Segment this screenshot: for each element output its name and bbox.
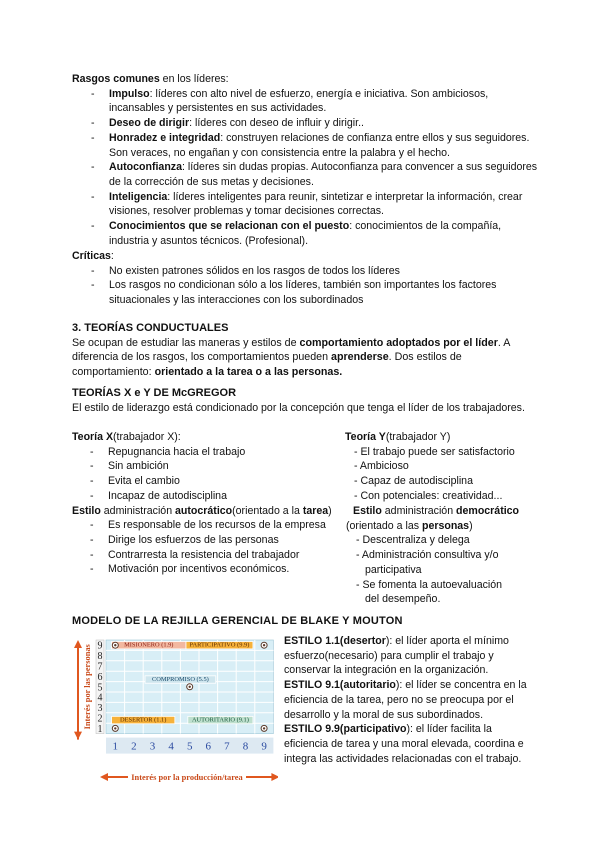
managerial-grid-figure [70, 636, 278, 784]
list-item: - No existen patrones sólidos en los rasgos de todos los líderes [72, 264, 542, 279]
style-box-label: COMPROMISO (5.5) [151, 676, 209, 684]
y-arrow-tail [74, 732, 82, 740]
y-tick-label: 7 [97, 661, 103, 673]
list-item: - Ambicioso [354, 460, 409, 473]
autocratico-title: Estilo administración autocrático(orientado a la tarea) [72, 504, 332, 517]
list-item: - Autoconfianza: líderes sin dudas propias. Autoconfianza para convencer a sus seguidores de la corrección de sus metas y decisiones. [72, 160, 542, 189]
x-tick-label: 4 [168, 740, 174, 753]
grid-marker-dot [189, 686, 191, 688]
teoria-y-title: Teoría Y(trabajador Y) [345, 431, 451, 443]
mcgregor-section [72, 386, 542, 415]
list-item: del desempeño. [365, 593, 441, 606]
list-item: - Descentraliza y delega [356, 534, 470, 547]
teoria-x-title: Teoría X(trabajador X): [72, 431, 181, 443]
list-item: - Administración consultiva y/o [356, 549, 499, 562]
democratico-title: Estilo administración democrático [353, 505, 520, 517]
blake-title: MODELO DE LA REJILLA GERENCIAL DE BLAKE Y MOUTON [72, 615, 403, 627]
y-tick-label: 9 [97, 640, 103, 652]
mcgregor-title: TEORÍAS X e Y DE McGREGOR [72, 387, 237, 399]
criticas-title: Críticas: [72, 250, 114, 262]
democratico-list [346, 533, 546, 607]
x-axis-label: Interés por la producción/tarea [131, 773, 243, 782]
y-tick-label: 8 [97, 651, 103, 663]
y-tick-label: 1 [97, 723, 103, 735]
style-box-label: MISIONERO (1.9) [124, 641, 174, 649]
list-item: - Dirige los esfuerzos de las personas [72, 533, 342, 548]
list-item: - Sin ambición [72, 459, 342, 474]
criticas-list [72, 264, 542, 308]
grid-marker-dot [263, 727, 265, 729]
style-box-label: DESERTOR (1.1) [120, 716, 167, 724]
conductuales-title: 3. TEORÍAS CONDUCTUALES [72, 322, 229, 334]
grid-marker-dot [114, 644, 116, 646]
x-arrow-tail [100, 773, 108, 781]
y-tick-label: 2 [97, 713, 103, 725]
list-item: - Repugnancia hacia el trabajo [72, 445, 342, 460]
x-tick-label: 2 [131, 740, 137, 753]
democratico-subtitle: (orientado a las personas) [346, 519, 473, 532]
list-item: - Es responsable de los recursos de la empresa [72, 518, 342, 533]
x-tick-label: 7 [224, 740, 230, 753]
list-item: - Conocimientos que se relacionan con el puesto: conocimientos de la compañía, industria y asuntos técnicos. (Profesional). [72, 219, 542, 248]
list-item: - Con potenciales: creatividad... [354, 489, 503, 502]
grid-marker-dot [263, 644, 265, 646]
mcgregor-intro: El estilo de liderazgo está condicionado por la concepción que tenga el líder de los trabajadores. [72, 401, 525, 414]
list-item: - Evita el cambio [72, 474, 342, 489]
y-arrow-head [74, 640, 82, 648]
estilo-9-9: ESTILO 9.9(participativo): el líder facilita la eficiencia de tarea y una moral elevada, coordina e integra las actividades relacionadas con el trabajo. [284, 723, 524, 765]
list-item: - Inteligencia: líderes inteligentes para reunir, sintetizar e interpretar la información, crear visiones, resolver problemas y tomar decisiones correctas. [72, 190, 542, 219]
list-item: - Los rasgos no condicionan sólo a los líderes, también son importantes los factores situacionales y las interacciones con los subordinados [72, 278, 542, 307]
x-tick-label: 6 [205, 740, 212, 753]
teoria-x-list [72, 445, 342, 504]
rasgos-title: Rasgos comunes en los líderes: [72, 73, 229, 85]
style-box-label: AUTORITARIO (9.1) [191, 716, 249, 724]
y-tick-label: 5 [97, 682, 103, 694]
y-tick-label: 3 [97, 703, 103, 715]
list-item: - Impulso: líderes con alto nivel de esfuerzo, energía e iniciativa. Son ambiciosos, incansables y persistentes en sus actividades. [72, 87, 542, 116]
y-tick-label: 4 [97, 692, 103, 704]
rasgos-list [72, 87, 542, 249]
list-item: - Incapaz de autodisciplina [72, 489, 342, 504]
list-item: - Motivación por incentivos económicos. [72, 562, 342, 577]
x-tick-label: 3 [149, 740, 156, 753]
blake-styles-text [284, 634, 534, 766]
rasgos-section [72, 72, 542, 248]
list-item: participativa [365, 563, 422, 576]
list-item: - Se fomenta la autoevaluación [356, 578, 503, 591]
autocratico-list [72, 518, 342, 577]
estilo-1-1: ESTILO 1.1(desertor): el líder aporta el mínimo esfuerzo(necesario) para cumplir el trabajo y conservar la integración en la organización. [284, 635, 509, 677]
conductuales-section [72, 321, 544, 380]
x-arrow-head [271, 773, 278, 781]
democratico-column [346, 504, 546, 607]
estilo-9-1: ESTILO 9.1(autoritario): el líder se concentra en la eficiencia de la tarea, pero no se preocupa por el desarrollo y la moral de sus subordinados. [284, 679, 527, 721]
x-tick-label: 8 [242, 740, 249, 753]
teoria-y-column [345, 430, 545, 504]
list-item: - Capaz de autodisciplina [354, 475, 473, 488]
list-item: - Contrarresta la resistencia del trabajador [72, 548, 342, 563]
y-tick-label: 6 [97, 671, 103, 683]
x-tick-label: 9 [261, 740, 267, 753]
list-item: - El trabajo puede ser satisfactorio [354, 445, 515, 458]
grid-marker-dot [114, 727, 116, 729]
x-tick-label: 1 [112, 740, 119, 753]
teoria-y-list [345, 445, 545, 504]
y-axis-label: Interés por las personas [83, 644, 92, 730]
x-tick-label: 5 [186, 740, 193, 753]
criticas-section [72, 249, 542, 308]
managerial-grid [70, 636, 278, 784]
teoria-x-column [72, 430, 342, 577]
conductuales-paragraph: Se ocupan de estudiar las maneras y estilos de comportamiento adoptados por el líder. A diferencia de los rasgos, los comportamientos pueden aprenderse. Dos estilos de comportamiento: orientado a la tarea o a las personas. [72, 336, 510, 379]
style-box-label: PARTICIPATIVO (9.9) [189, 641, 250, 649]
list-item: - Honradez e integridad: construyen relaciones de confianza entre ellos y sus seguidores. Son veraces, no engañan y con consistencia entre la palabra y el hecho. [72, 131, 542, 160]
list-item: - Deseo de dirigir: líderes con deseo de influir y dirigir.. [72, 116, 542, 131]
